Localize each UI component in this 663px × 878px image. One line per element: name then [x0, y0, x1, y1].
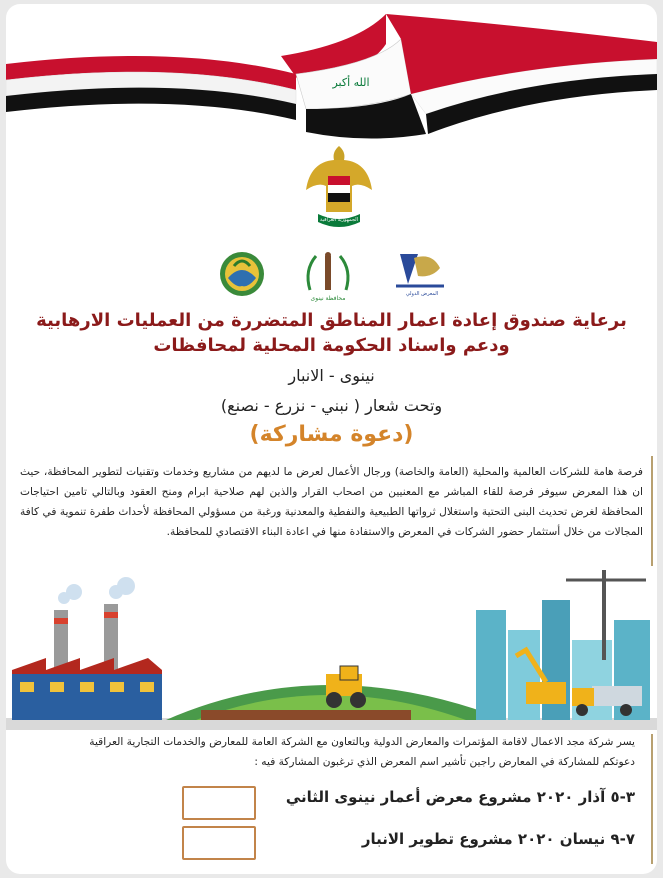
exhibition-logo-caption: المعرض الدولي — [405, 291, 439, 297]
invitation-page — [6, 4, 657, 874]
exhibition-logo-icon — [392, 248, 448, 298]
flag-takbir-text: الله أكبر — [332, 76, 370, 89]
option-nineveh-checkbox[interactable] — [182, 786, 256, 820]
heading-support-line: ودعم واسناد الحكومة المحلية لمحافظات — [153, 335, 510, 356]
heading-sponsor-line: برعاية صندوق إعادة اعمار المناطق المتضررة من العمليات الارهابية — [36, 310, 627, 331]
invitation-title: (دعوة مشاركة) — [249, 422, 414, 447]
iraq-flag-banner — [6, 4, 657, 144]
slogan-line: وتحت شعار ( نبني - نزرع - نصنع) — [220, 396, 443, 415]
nineveh-logo-icon — [300, 248, 356, 304]
right-edge-rule-top — [651, 456, 653, 566]
eagle-emblem-icon — [304, 142, 374, 234]
option-anbar-checkbox[interactable] — [182, 826, 256, 860]
left-logo-icon — [218, 248, 266, 302]
construction-illustration — [6, 570, 657, 730]
intro-paragraph: فرصة هامة للشركات العالمية والمحلية (العامة والخاصة) ورجال الأعمال لعرض ما لديهم من مشاريع وخدمات وتقنيات لتطوير المحافظة، حيث ان هذا المعرض سيوفر فرصة للقاء المباشر مع المعنيين من اصحاب القرار والذين لهم صلاحية ابرام ومنح العقود وبالتالي تامين احتياجات المحافظة لغرض تحديث البنى التحتية واستغلال ثرواتها الطبيعية والنفطية والمعدنية ورغبة من مسؤولي المحافظة لأحداث طفرة تنموية في كافة المجالات من خلال أستثمار حضور الشركات في المعرض والاستفادة منها في اعادة البناء الاقتصادي للمحافظة. — [20, 466, 643, 538]
option-nineveh-label: ٣-٥ آذار ٢٠٢٠ مشروع معرض أعمار نينوى الثاني — [285, 788, 635, 806]
nineveh-logo-caption: محافظة نينوى — [310, 295, 346, 302]
participation-prompt: دعوتكم للمشاركة في المعارض راجين تأشير اسم المعرض الذي ترغبون المشاركة فيه : — [254, 756, 635, 768]
emblem-caption: الجمهورية العراقية — [319, 217, 359, 223]
governorates-line: نينوى - الانبار — [288, 366, 375, 385]
option-anbar-label: ٧-٩ نيسان ٢٠٢٠ مشروع تطوير الانبار — [361, 830, 635, 848]
organizer-line: يسر شركة مجد الاعمال لاقامة المؤتمرات والمعارض الدولية وبالتعاون مع الشركة العامة للمعارض والخدمات التجارية العراقية — [89, 736, 635, 748]
right-edge-rule-bottom — [651, 734, 653, 864]
